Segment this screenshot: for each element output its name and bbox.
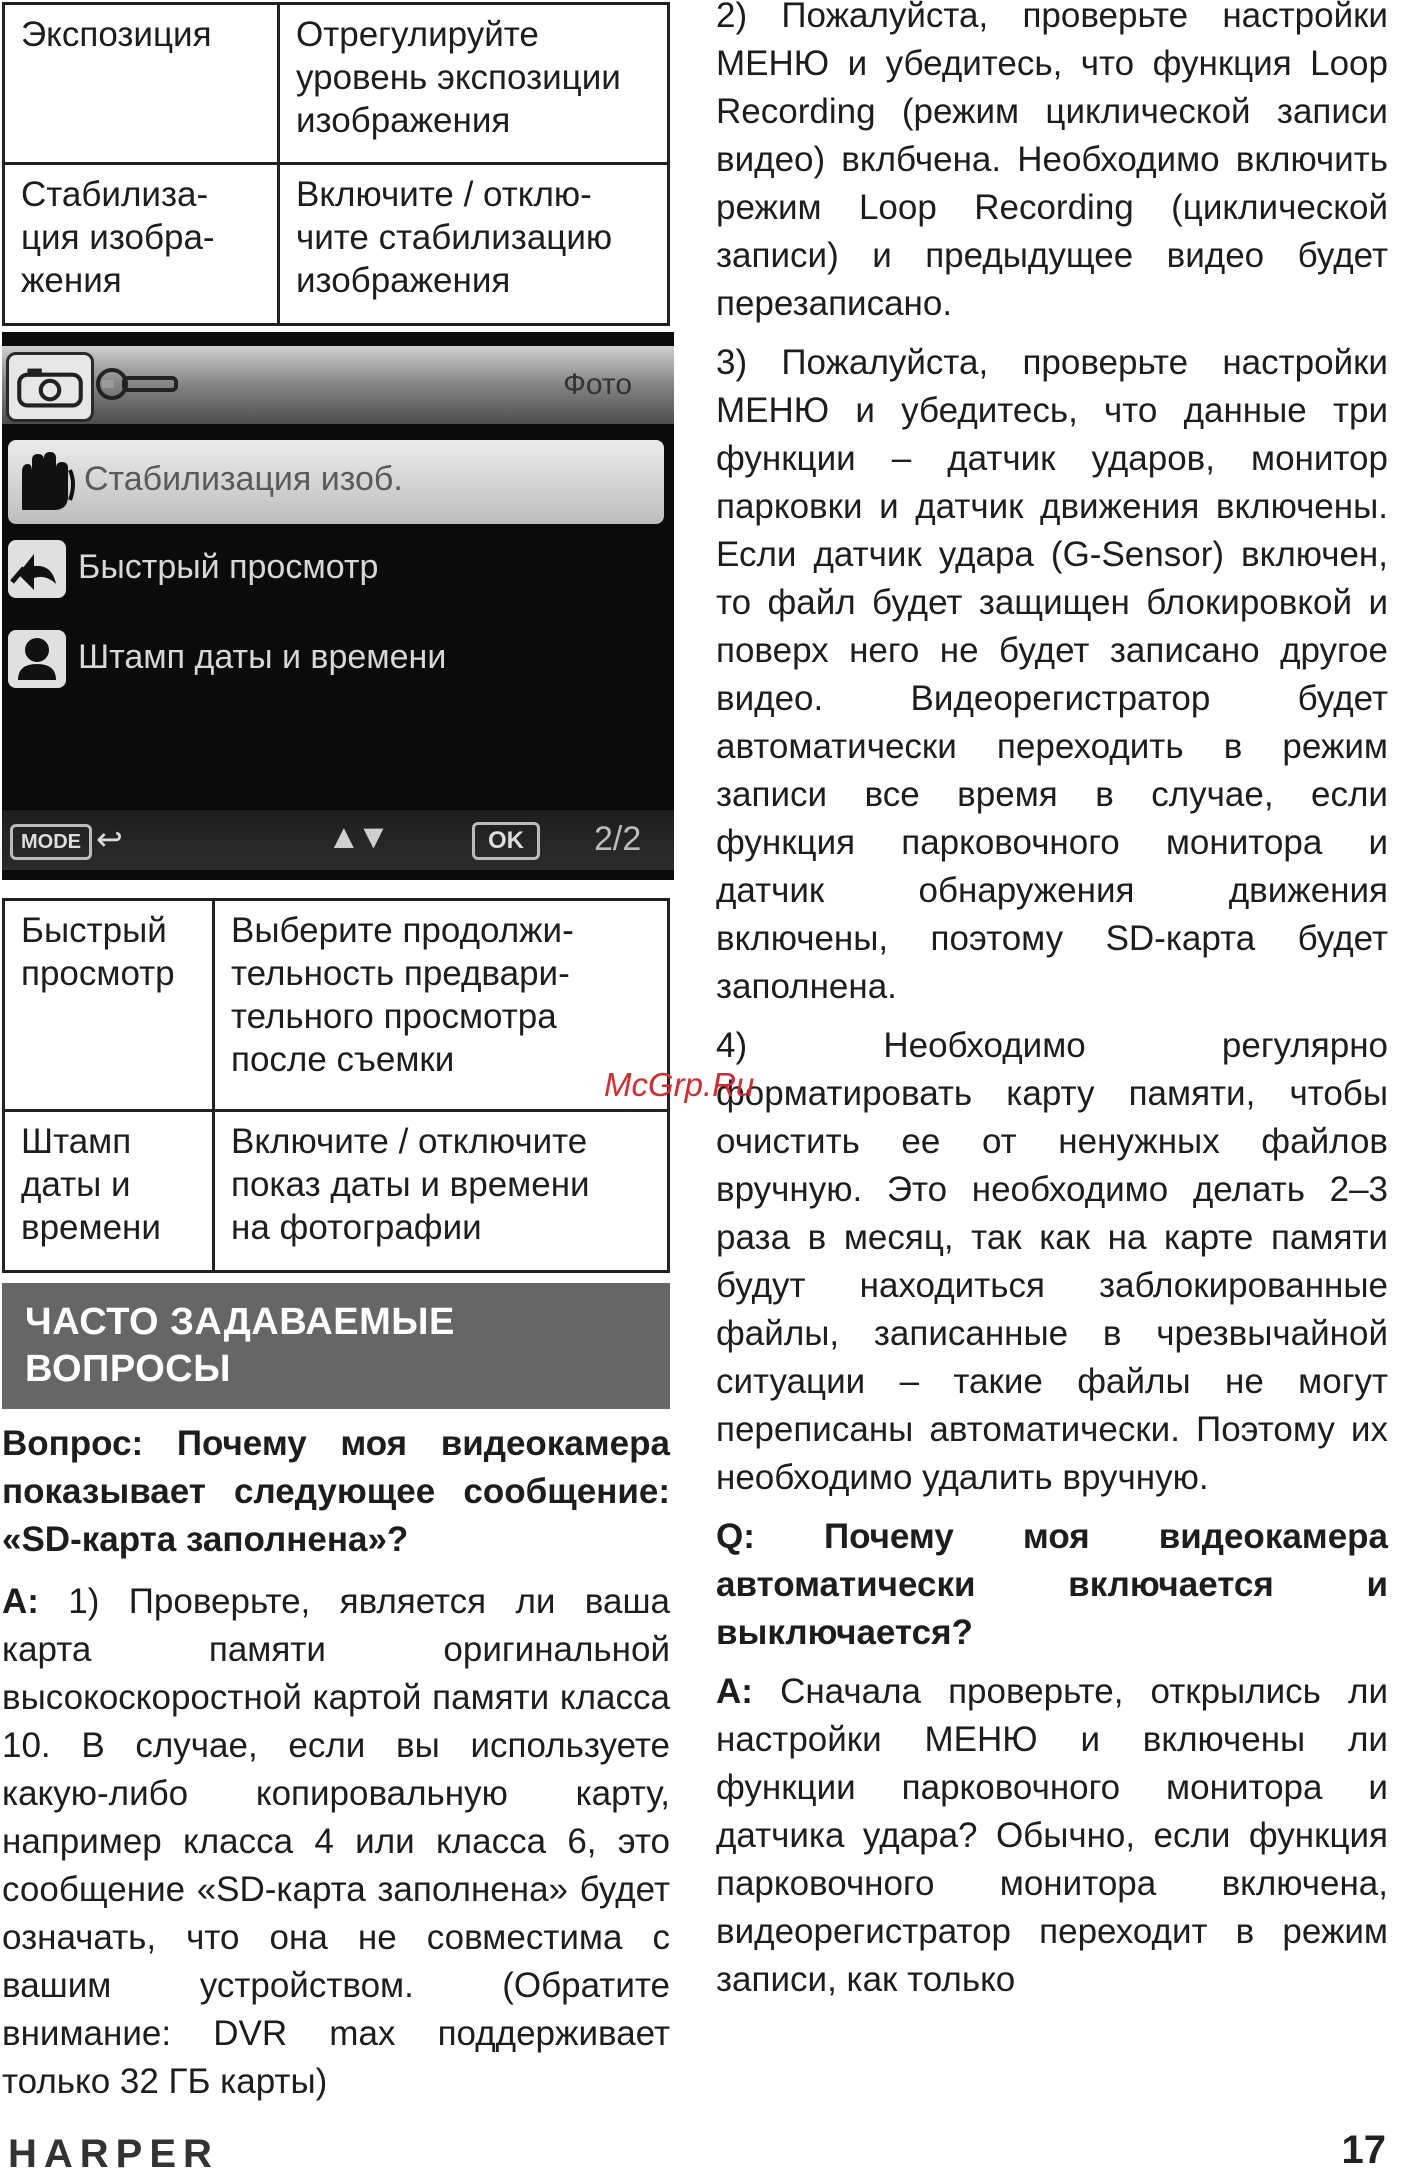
menu-item-stabilization[interactable] [8,440,664,524]
page-indicator: 2/2 [594,820,642,858]
setting-name: Экспозиция [21,15,212,54]
answer-1-part-4: 4) Необходимо регулярно форматировать карту памяти, чтобы очистить ее от ненужных файлов вручную. Это необходимо делать 2–3 раза в месяц, так как на карте памяти будут находиться заблокированные файлы, записанные в чрезвычайной ситуации – такие файлы не могут переписаны автоматически. Поэтому их необходимо удалить вручную. [716,1026,1388,1497]
answer-lead: А: [2,1582,39,1621]
answer-text: Сначала проверьте, открылись ли настройки МЕНЮ и включены ли функции парковочного монитора и датчика удара? Обычно, если функция парковочного монитора включена, видеорегистратор переходит в режим записи, как только [716,1672,1388,1999]
faq-section-header [2,1283,670,1409]
hand-icon [10,446,76,516]
stamp-icon [4,624,70,694]
quick-review-icon [4,534,70,604]
setting-name-cell [4,4,279,164]
setting-desc-cell [279,164,669,325]
mode-button[interactable]: MODE [10,824,92,860]
watermark-text: McGrp.Ru [604,1066,755,1103]
screen-title: Фото [563,368,632,401]
page-number: 17 [1341,2128,1386,2172]
brand-logo: HARPER [8,2132,219,2176]
camera-menu-screenshot [2,332,674,880]
menu-item-date-stamp[interactable] [2,618,666,702]
setting-name-cell [4,900,214,1111]
setting-name: Штамп даты и времени [21,1122,161,1247]
table-row [4,4,669,164]
menu-item-label: Штамп даты и времени [78,638,447,676]
camera-tab-icon[interactable] [6,352,94,422]
table-row [4,1111,669,1272]
setting-desc-cell [214,900,669,1111]
faq-right-text [716,0,1388,2015]
setting-description: Включите / отклю- чите стабилизацию изображения [296,175,613,300]
settings-table-1 [2,2,670,326]
menu-item-quick-review[interactable] [2,528,666,612]
answer-1-part-2: 2) Пожалуйста, проверьте настройки МЕНЮ и убедитесь, что функция Loop Recording (режим циклической записи видео) вклбчена. Необходимо включить режим Loop Recording (циклической записи) и предыдущее видео будет перезаписано. [716,0,1388,323]
answer-text: 1) Проверьте, является ли ваша карта памяти оригинальной высокоскоростной картой памяти класса 10. В случае, если вы используете какую-либо копировальную карту, например класса 4 или класса 6, это сообщение «SD-карта заполнена» будет означать, что она не совместима с вашим устройством. (Обратите внимание: DVR max поддерживает только 32 ГБ карты) [2,1582,670,2101]
setting-description: Включите / отключите показ даты и времени на фотографии [231,1122,590,1247]
settings-table-2 [2,898,670,1273]
question-2: Q: Почему моя видеокамера автоматически включается и выключается? [716,1517,1388,1652]
wrench-settings-icon[interactable] [94,356,184,412]
screen-footer-bar [2,810,674,870]
setting-desc-cell [214,1111,669,1272]
up-down-arrows-icon[interactable]: ▲▼ [327,818,387,856]
setting-description: Отрегулируйте уровень экспозиции изображения [296,15,621,140]
question-1: Вопрос: Почему моя видеокамера показывает следующее сообщение: «SD-карта заполнена»? [2,1424,670,1559]
setting-name: Быстрый просмотр [21,911,175,993]
menu-item-label: Стабилизация изоб. [84,460,403,498]
faq-header-title: ЧАСТО ЗАДАВАЕМЫЕ ВОПРОСЫ [25,1301,455,1390]
setting-description: Выберите продолжи- тельность предвари- тельного просмотра после съемки [231,911,574,1079]
answer-2 [716,1668,1388,2004]
back-arrow-icon[interactable]: ↩ [96,821,123,857]
menu-item-label: Быстрый просмотр [78,548,379,586]
table-row [4,900,669,1111]
table-row [4,164,669,325]
setting-desc-cell [279,4,669,164]
answer-1-part-3: 3) Пожалуйста, проверьте настройки МЕНЮ и убедитесь, что данные три функции – датчик ударов, монитор парковки и датчик движения включены. Если датчик удара (G-Sensor) включен, то файл будет защищен блокировкой и поверх него не будет записано другое видео. Видеорегистратор будет автоматически переходить в режим записи все время в случае, если функция парковочного монитора и датчик обнаружения движения включены, поэтому SD-карта будет заполнена. [716,343,1388,1006]
setting-name-cell [4,1111,214,1272]
setting-name: Стабилиза- ция изобра- жения [21,175,215,300]
setting-name-cell [4,164,279,325]
answer-lead: А: [716,1672,753,1711]
answer-1-part-1 [2,1578,670,2106]
ok-button[interactable]: OK [472,822,540,860]
faq-left-text [2,1420,670,2106]
